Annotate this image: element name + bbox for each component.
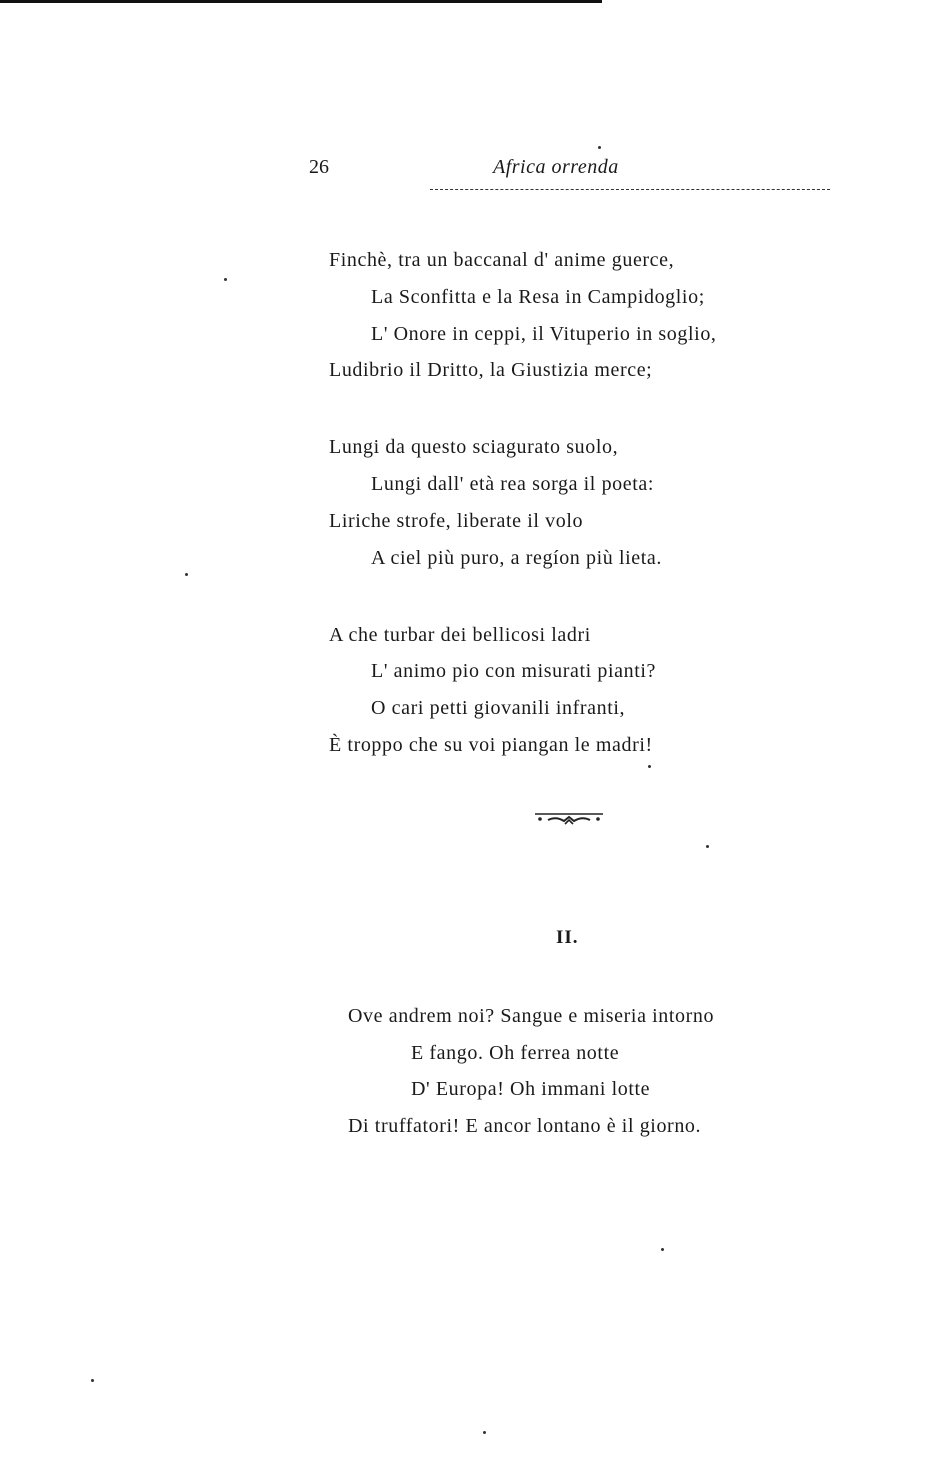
- scan-speck: [91, 1379, 94, 1382]
- verse-line: L' Onore in ceppi, il Vituperio in soglio,: [371, 323, 717, 345]
- scan-speck: [661, 1248, 664, 1251]
- verse-line: Liriche strofe, liberate il volo: [329, 510, 584, 532]
- scan-speck: [648, 765, 651, 768]
- fleuron-divider-icon: [534, 812, 604, 826]
- verse-line: Ove andrem noi? Sangue e miseria intorno: [348, 1005, 715, 1027]
- scan-speck: [706, 845, 709, 848]
- verse-line: Finchè, tra un baccanal d' anime guerce,: [329, 249, 675, 271]
- verse-line: A ciel più puro, a regíon più lieta.: [371, 547, 662, 569]
- verse-line: A che turbar dei bellicosi ladri: [329, 624, 591, 646]
- running-title: Africa orrenda: [493, 156, 619, 178]
- verse-line: La Sconfitta e la Resa in Campidoglio;: [371, 286, 705, 308]
- header-rule: [430, 189, 830, 190]
- scan-speck: [185, 573, 188, 576]
- verse-line: L' animo pio con misurati pianti?: [371, 660, 657, 682]
- verse-line: E fango. Oh ferrea notte: [411, 1042, 620, 1064]
- verse-line: Di truffatori! E ancor lontano è il giorno.: [348, 1115, 702, 1137]
- section-number: II.: [556, 927, 579, 948]
- verse-line: Lungi da questo sciagurato suolo,: [329, 436, 619, 458]
- verse-line: D' Europa! Oh immani lotte: [411, 1078, 651, 1100]
- verse-line: Ludibrio il Dritto, la Giustizia merce;: [329, 359, 653, 381]
- verse-line: Lungi dall' età rea sorga il poeta:: [371, 473, 655, 495]
- scan-speck: [483, 1431, 486, 1434]
- scan-speck: [224, 278, 227, 281]
- verse-line: O cari petti giovanili infranti,: [371, 697, 626, 719]
- scan-speck: [598, 146, 601, 149]
- top-edge-rule: [0, 0, 602, 3]
- verse-line: È troppo che su voi piangan le madri!: [329, 734, 653, 756]
- page-number: 26: [309, 156, 329, 178]
